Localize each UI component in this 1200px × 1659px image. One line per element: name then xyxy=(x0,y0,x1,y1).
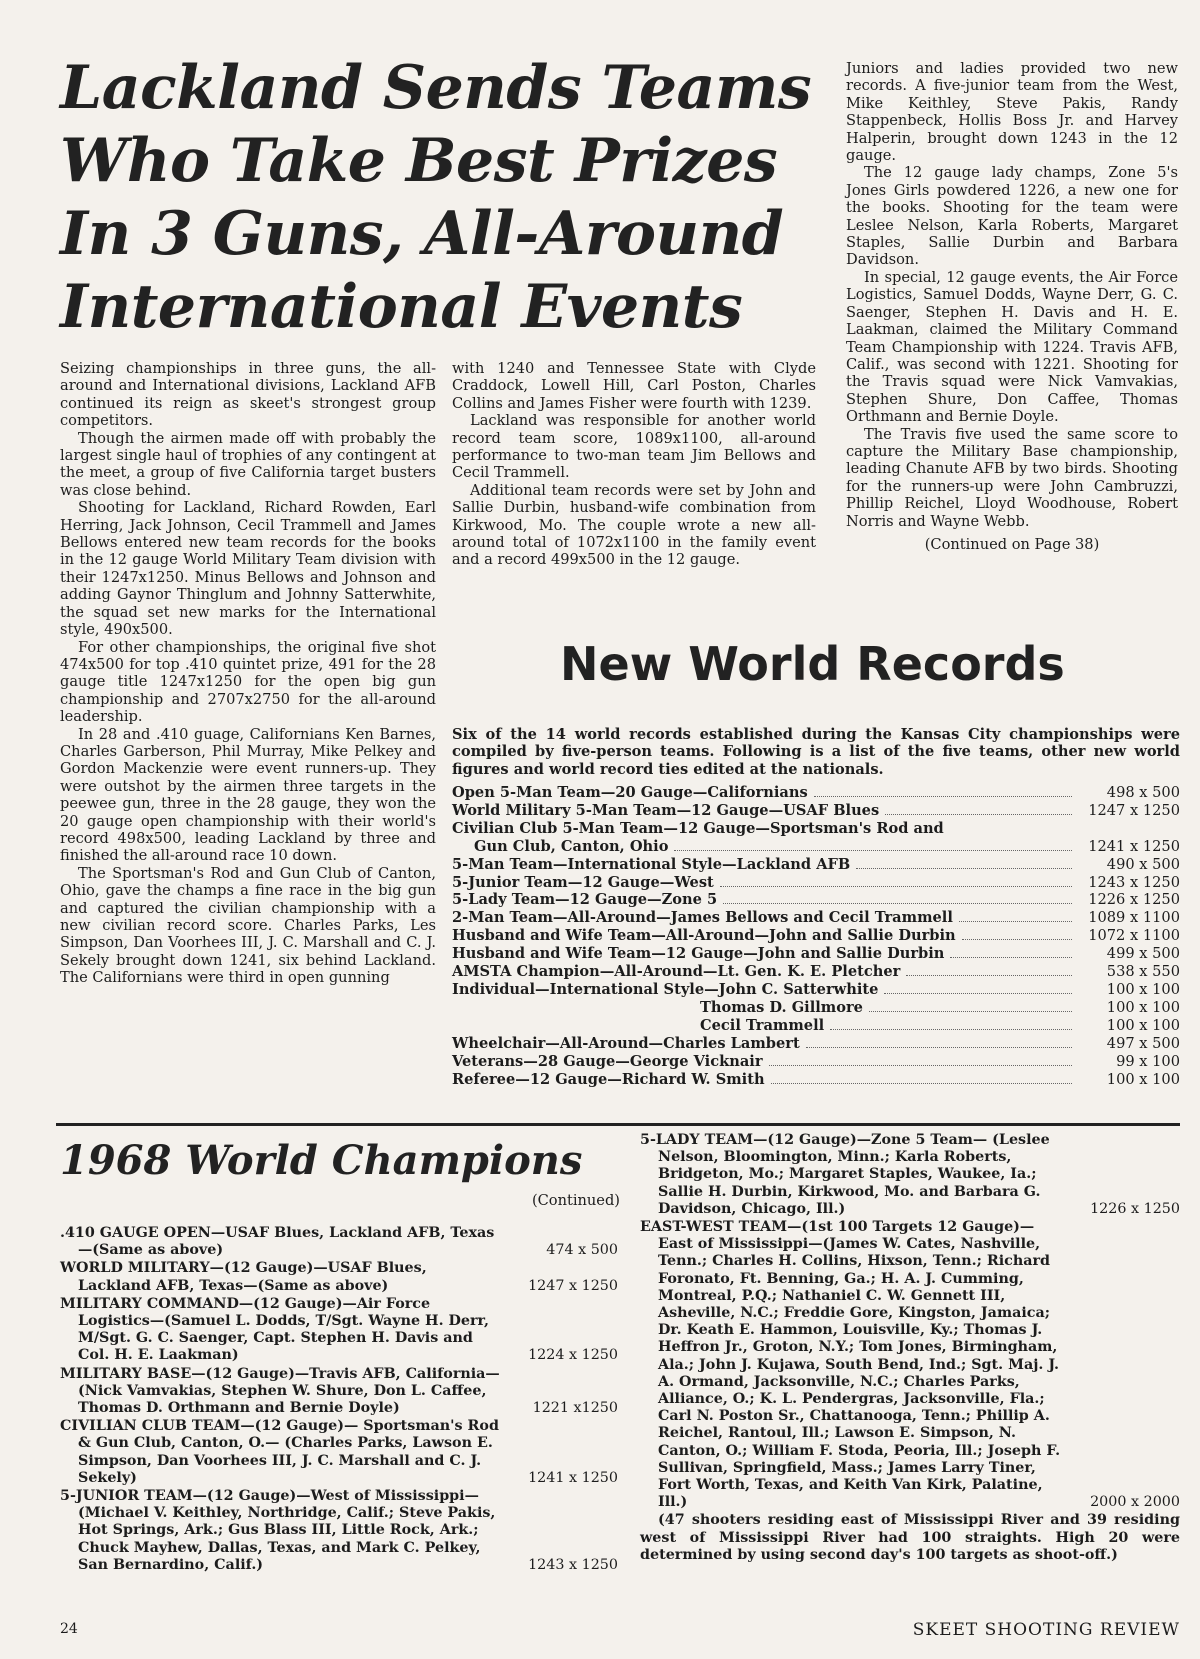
record-row: 5-Lady Team—12 Gauge—Zone 5 1226 x 1250 xyxy=(452,891,1180,909)
record-row: Individual—International Style—John C. Satterwhite 100 x 100 xyxy=(452,980,1180,998)
article-paragraph: For other championships, the original five shot 474x500 for top .410 quintet prize, 491 for the 28 gauge title 1247x1250 for the open big gun championship and 2707x2750 for the all-around leadership. xyxy=(60,638,436,726)
record-row: World Military 5-Man Team—12 Gauge—USAF Blues 1247 x 1250 xyxy=(452,801,1180,819)
new-world-records-intro: Six of the 14 world records established during the Kansas City championships were compiled by five-person teams. Following is a list of the five teams, other new world figures and world record ties edited at the nationals. xyxy=(452,726,1180,778)
champion-entry: 5-LADY TEAM—(12 Gauge)—Zone 5 Team— (Leslee Nelson, Bloomington, Minn.; Karla Roberts, Bridgeton, Mo.; Margaret Staples, Waukee, Ia.; Sallie H. Durbin, Kirkwood, Mo. and Barbara G. Davidson, Chicago, Ill.) 1226 x 1250 xyxy=(640,1132,1180,1217)
headline-line-3: In 3 Guns, All-Around xyxy=(60,199,784,269)
headline-line-2: Who Take Best Prizes xyxy=(60,126,778,196)
champions-column-left xyxy=(60,1225,618,1575)
headline-line-4: International Events xyxy=(60,272,743,342)
champion-entry: EAST-WEST TEAM—(1st 100 Targets 12 Gauge)—East of Mississippi—(James W. Cates, Nashville, Tenn.; Charles H. Collins, Hixson, Tenn.; Richard Foronato, Ft. Benning, Ga.; H. A. J. Cumming, Montreal, P.Q.; Nathaniel C. W. Gennett III, Asheville, N.C.; Freddie Gore, Kingston, Jamaica; Dr. Keath E. Hammon, Louisville, Ky.; Thomas J. Heffron Jr., Groton, N.Y.; Tom Jones, Birmingham, Ala.; John J. Kujawa, South Bend, Ind.; Sgt. Maj. J. A. Ormand, Jacksonville, N.C.; Charles Parks, Alliance, O.; K. L. Pendergras, Jacksonville, Fla.; Carl N. Poston Sr., Chattanooga, Tenn.; Phillip A. Reichel, Rantoul, Ill.; Lawson E. Simpson, N. Canton, O.; William F. Stoda, Peoria, Ill.; Joseph F. Sullivan, Springfield, Mass.; James Larry Tiner, Fort Worth, Texas, and Keith Van Kirk, Palatine, Ill.) 2000 x 2000 xyxy=(640,1219,1180,1511)
record-row: Husband and Wife Team—12 Gauge—John and Sallie Durbin 499 x 500 xyxy=(452,945,1180,963)
article-column-2 xyxy=(452,360,816,569)
section-divider xyxy=(56,1123,1180,1126)
record-row: 5-Junior Team—12 Gauge—West 1243 x 1250 xyxy=(452,873,1180,891)
article-paragraph: The Sportsman's Rod and Gun Club of Canton, Ohio, gave the champs a fine race in the big gun and captured the civilian championship with a new civilian record score. Charles Parks, Les Simpson, Dan Voorhees III, J. C. Marshall and C. J. Sekely brought down 1241, six behind Lackland. The Californians were third in open gunning xyxy=(60,864,436,987)
article-column-3 xyxy=(846,60,1178,553)
article-paragraph: In special, 12 gauge events, the Air Force Logistics, Samuel Dodds, Wayne Derr, G. C. Saenger, Stephen H. Davis and H. E. Laakman, claimed the Military Command Team Championship with 1224. Travis AFB, Calif., was second with 1221. Shooting for the Travis squad were Nick Vamvakias, Stephen Shure, Don Caffee, Thomas Orthmann and Bernie Doyle. xyxy=(846,268,1178,426)
records-list xyxy=(452,784,1180,1088)
article-paragraph: The 12 gauge lady champs, Zone 5's Jones Girls powdered 1226, a new one for the books. Shooting for the team were Leslee Nelson, Karla Roberts, Margaret Staples, Sallie Durbin and Barbara Davidson. xyxy=(846,164,1178,269)
publication-name: SKEET SHOOTING REVIEW xyxy=(912,1620,1180,1640)
record-row: Wheelchair—All-Around—Charles Lambert 497 x 500 xyxy=(452,1034,1180,1052)
article-paragraph: The Travis five used the same score to capture the Military Base championship, leading Chanute AFB by two birds. Shooting for the runners-up were John Cambruzzi, Phillip Reichel, Lloyd Woodhouse, Robert Norris and Wayne Webb. xyxy=(846,425,1178,530)
continued-note: (Continued on Page 38) xyxy=(924,535,1100,553)
record-row: Thomas D. Gillmore 100 x 100 xyxy=(700,998,1180,1016)
record-row: AMSTA Champion—All-Around—Lt. Gen. K. E. Pletcher 538 x 550 xyxy=(452,963,1180,981)
straights-note: (47 shooters residing east of Mississippi River and 39 residing west of Mississippi River had 100 straights. High 20 were determined by using second day's 100 targets as shoot-off.) xyxy=(640,1512,1180,1563)
article-paragraph: In 28 and .410 guage, Californians Ken Barnes, Charles Garberson, Phil Murray, Mike Pelkey and Gordon Mackenzie were event runners-up. They were outshot by the airmen three targets in the peewee gun, three in the 28 gauge, they won the 20 gauge open championship with their world's record 498x500, leading Lackland by three and finished the all-around race 10 down. xyxy=(60,725,436,865)
new-world-records-title: New World Records xyxy=(560,637,1065,691)
champion-entry: CIVILIAN CLUB TEAM—(12 Gauge)— Sportsman's Rod & Gun Club, Canton, O.— (Charles Parks, Lawson E. Simpson, Dan Voorhees III, J. C. Marshall and C. J. Sekely) 1241 x 1250 xyxy=(60,1418,618,1486)
record-row: Civilian Club 5-Man Team—12 Gauge—Sportsman's Rod and xyxy=(452,819,944,837)
article-paragraph: Shooting for Lackland, Richard Rowden, Earl Herring, Jack Johnson, Cecil Trammell and James Bellows entered new team records for the books in the 12 gauge World Military Team division with their 1247x1250. Minus Bellows and Johnson and adding Gaynor Thinglum and Johnny Satterwhite, the squad set new marks for the International style, 490x500. xyxy=(60,499,436,639)
article-paragraph: Lackland was responsible for another world record team score, 1089x1100, all-around performance to two-man team Jim Bellows and Cecil Trammell. xyxy=(452,412,816,482)
record-row: 2-Man Team—All-Around—James Bellows and Cecil Trammell 1089 x 1100 xyxy=(452,909,1180,927)
record-row: Referee—12 Gauge—Richard W. Smith 100 x 100 xyxy=(452,1070,1180,1088)
article-paragraph: Juniors and ladies provided two new records. A five-junior team from the West, Mike Keithley, Steve Pakis, Randy Stappenbeck, Hollis Boss Jr. and Harvey Halperin, brought down 1243 in the 12 gauge. xyxy=(846,60,1178,165)
headline-line-1: Lackland Sends Teams xyxy=(60,53,812,123)
champion-entry: 5-JUNIOR TEAM—(12 Gauge)—West of Mississippi—(Michael V. Keithley, Northridge, Calif.; Steve Pakis, Hot Springs, Ark.; Gus Blass III, Little Rock, Ark.; Chuck Mayhew, Dallas, Texas, and Mark C. Pelkey, San Bernardino, Calif.) 1243 x 1250 xyxy=(60,1488,618,1573)
champion-entry: MILITARY COMMAND—(12 Gauge)—Air Force Logistics—(Samuel L. Dodds, T/Sgt. Wayne H. Derr, M/Sgt. G. C. Saenger, Capt. Stephen H. Davis and Col. H. E. Laakman) 1224 x 1250 xyxy=(60,1295,618,1364)
article-paragraph: with 1240 and Tennessee State with Clyde Craddock, Lowell Hill, Carl Poston, Charles Collins and James Fisher were fourth with 1239. xyxy=(452,360,816,412)
champions-column-right xyxy=(640,1132,1180,1564)
record-row: Gun Club, Canton, Ohio 1241 x 1250 xyxy=(474,837,1180,855)
champion-entry: .410 GAUGE OPEN—USAF Blues, Lackland AFB, Texas—(Same as above) 474 x 500 xyxy=(60,1225,618,1259)
article-paragraph: Additional team records were set by John and Sallie Durbin, husband-wife combination from Kirkwood, Mo. The couple wrote a new all-around total of 1072x1100 in the family event and a record 499x500 in the 12 gauge. xyxy=(452,481,816,569)
page-number: 24 xyxy=(60,1621,78,1637)
world-champions-continued: (Continued) xyxy=(531,1192,620,1209)
record-row: Husband and Wife Team—All-Around—John and Sallie Durbin 1072 x 1100 xyxy=(452,927,1180,945)
article-headline xyxy=(60,52,812,344)
champion-entry: MILITARY BASE—(12 Gauge)—Travis AFB, California—(Nick Vamvakias, Stephen W. Shure, Don L. Caffee, Thomas D. Orthmann and Bernie Doyle) 1221 x1250 xyxy=(60,1365,618,1417)
record-row: 5-Man Team—International Style—Lackland AFB 490 x 500 xyxy=(452,855,1180,873)
world-champions-title: 1968 World Champions xyxy=(60,1137,583,1184)
article-paragraph: Though the airmen made off with probably the largest single haul of trophies of any contingent at the meet, a group of five California target busters was close behind. xyxy=(60,429,436,499)
article-paragraph: Seizing championships in three guns, the all-around and International divisions, Lackland AFB continued its reign as skeet's strongest group competitors. xyxy=(60,360,436,430)
record-row: Cecil Trammell 100 x 100 xyxy=(700,1016,1180,1034)
champion-entry: WORLD MILITARY—(12 Gauge)—USAF Blues, Lackland AFB, Texas—(Same as above) 1247 x 1250 xyxy=(60,1260,618,1294)
record-row: Veterans—28 Gauge—George Vicknair 99 x 100 xyxy=(452,1052,1180,1070)
record-row: Open 5-Man Team—20 Gauge—Californians 498 x 500 xyxy=(452,784,1180,801)
article-column-1 xyxy=(60,360,436,987)
